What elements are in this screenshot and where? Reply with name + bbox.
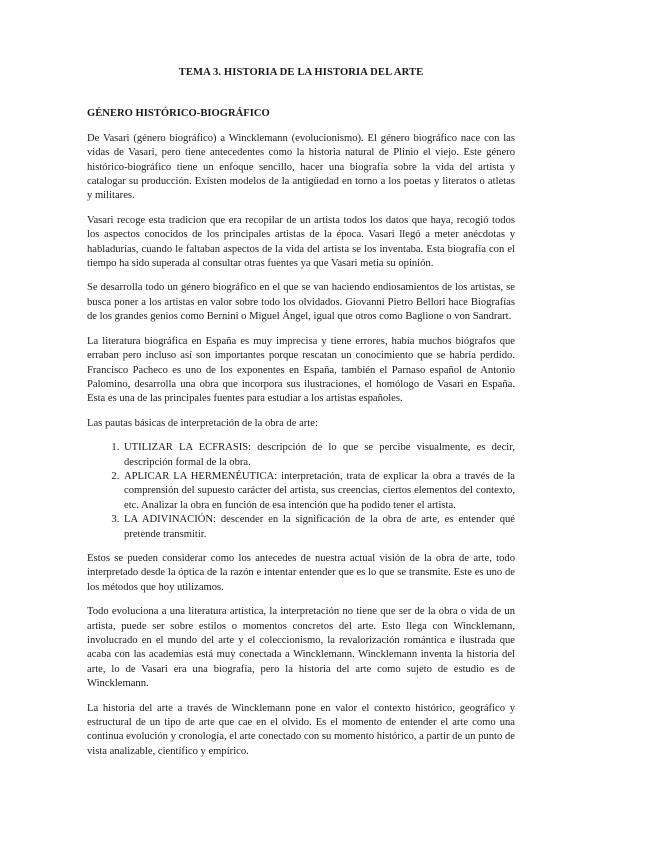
list-item-hermeneutica: 2. APLICAR LA HERMENÉUTICA: interpretación, trata de explicar la obra a través de la comprensión del supuesto carácter del artista, sus creencias, ciertos elementos del contexto, etc. Analizar la obra en función de esa intención que ha podido tener el artista.: [122, 470, 515, 513]
page-title: TEMA 3. HISTORIA DE LA HISTORIA DEL ARTE: [178, 67, 424, 78]
list-item-ecfrasis: 1. UTILIZAR LA ECFRASIS: descripción de lo que se percibe visualmente, es decir, descripción formal de la obra.: [122, 441, 515, 470]
interpretation-list: [87, 441, 515, 542]
paragraph-vasari-tradicion: Vasari recoge esta tradicion que era recopilar de un artista todos los datos que haya, recogió todos los aspectos conocidos de los principales artistas de la época. Vasari llegó a meter anécdotas y habladurías, cuando le faltaban aspectos de la vida del artista se los inventaba. Esta biografía con el tiempo ha sido superada al consultar otras fuentes ya que Vasari metía su opinión.: [87, 214, 515, 270]
paragraph-contexto-historico: La historia del arte a través de Wincklemann pone en valor el contexto histórico, geográfico y estructural de un tipo de arte que cae en el olvido. Es el momento de entender el arte como una continua evolución y cronología, el arte conectado con su momento histórico, a partir de un punto de vista analizable, científico y empírico.: [87, 702, 515, 757]
paragraph-genero-biografico: Se desarrolla todo un género biográfico en el que se van haciendo endiosamientos de los artistas, se busca poner a los artistas en valor sobre todo los olvidados. Giovanni Pietro Bellori hace Biografías de los grandes genios como Bernini o Miguel Ángel, igual que otros como Baglione o von Sandrart.: [87, 282, 515, 323]
list-item-adivinacion: 3. LA ADIVINACIÓN: descender en la significación de la obra de arte, es entender qué pretende transmitir.: [122, 513, 515, 542]
section-heading: GÉNERO HISTÓRICO-BIOGRÁFICO: [87, 108, 270, 120]
paragraph-literatura-artistica: Todo evoluciona a una literatura artística, la interpretación no tiene que ser de la obra o vida de un artista, puede ser sobre estilos o momentos concretos del arte. Esto llega con Wincklemann, involucrado en el mundo del arte y el coleccionismo, la revalorización romántica e ilustrada que acaba con las academias está muy conectada a Wincklemann. Wincklemann inventa la historia del arte, lo de Vasari era una biografía, pero la historia del arte como sujeto de estudio es de Wincklemann.: [87, 606, 515, 690]
document-page: [87, 66, 515, 769]
paragraph-antecedentes: Estos se pueden considerar como los antecedes de nuestra actual visión de la obra de arte, todo interpretado desde la óptica de la razón e intentar entender que es lo que se transmite. Este es uno de los métodos que hoy utilizamos.: [87, 552, 515, 593]
paragraph-pautas-intro: Las pautas básicas de interpretación de la obra de arte:: [87, 417, 318, 429]
paragraph-vasari-wincklemann: De Vasari (género biográfico) a Wincklemann (evolucionismo). El género biográfico nace con las vidas de Vasari, pero tiene antecedentes como la historia natural de Plinio el viejo. Este género histórico-biográfico tiene un enfoque sencillo, hacer una biografía sobre la vida del artista y catalogar su producción. Existen modelos de la antigüedad en torno a los poetas y literatos o atletas y militares.: [87, 132, 515, 202]
paragraph-literatura-espana: La literatura biográfica en España es muy imprecisa y tiene errores, había muchos biógrafos que erraban pero incluso así son importantes porque rescatan un conocimiento que se habría perdido. Francisco Pacheco es uno de los exponentes en España, también el Parnaso español de Antonio Palomino, desarrolla una obra que incorpora sus ilustraciones, el homólogo de Vasari en España. Esta es una de las principales fuentes para estudiar a los artistas españoles.: [87, 335, 515, 405]
